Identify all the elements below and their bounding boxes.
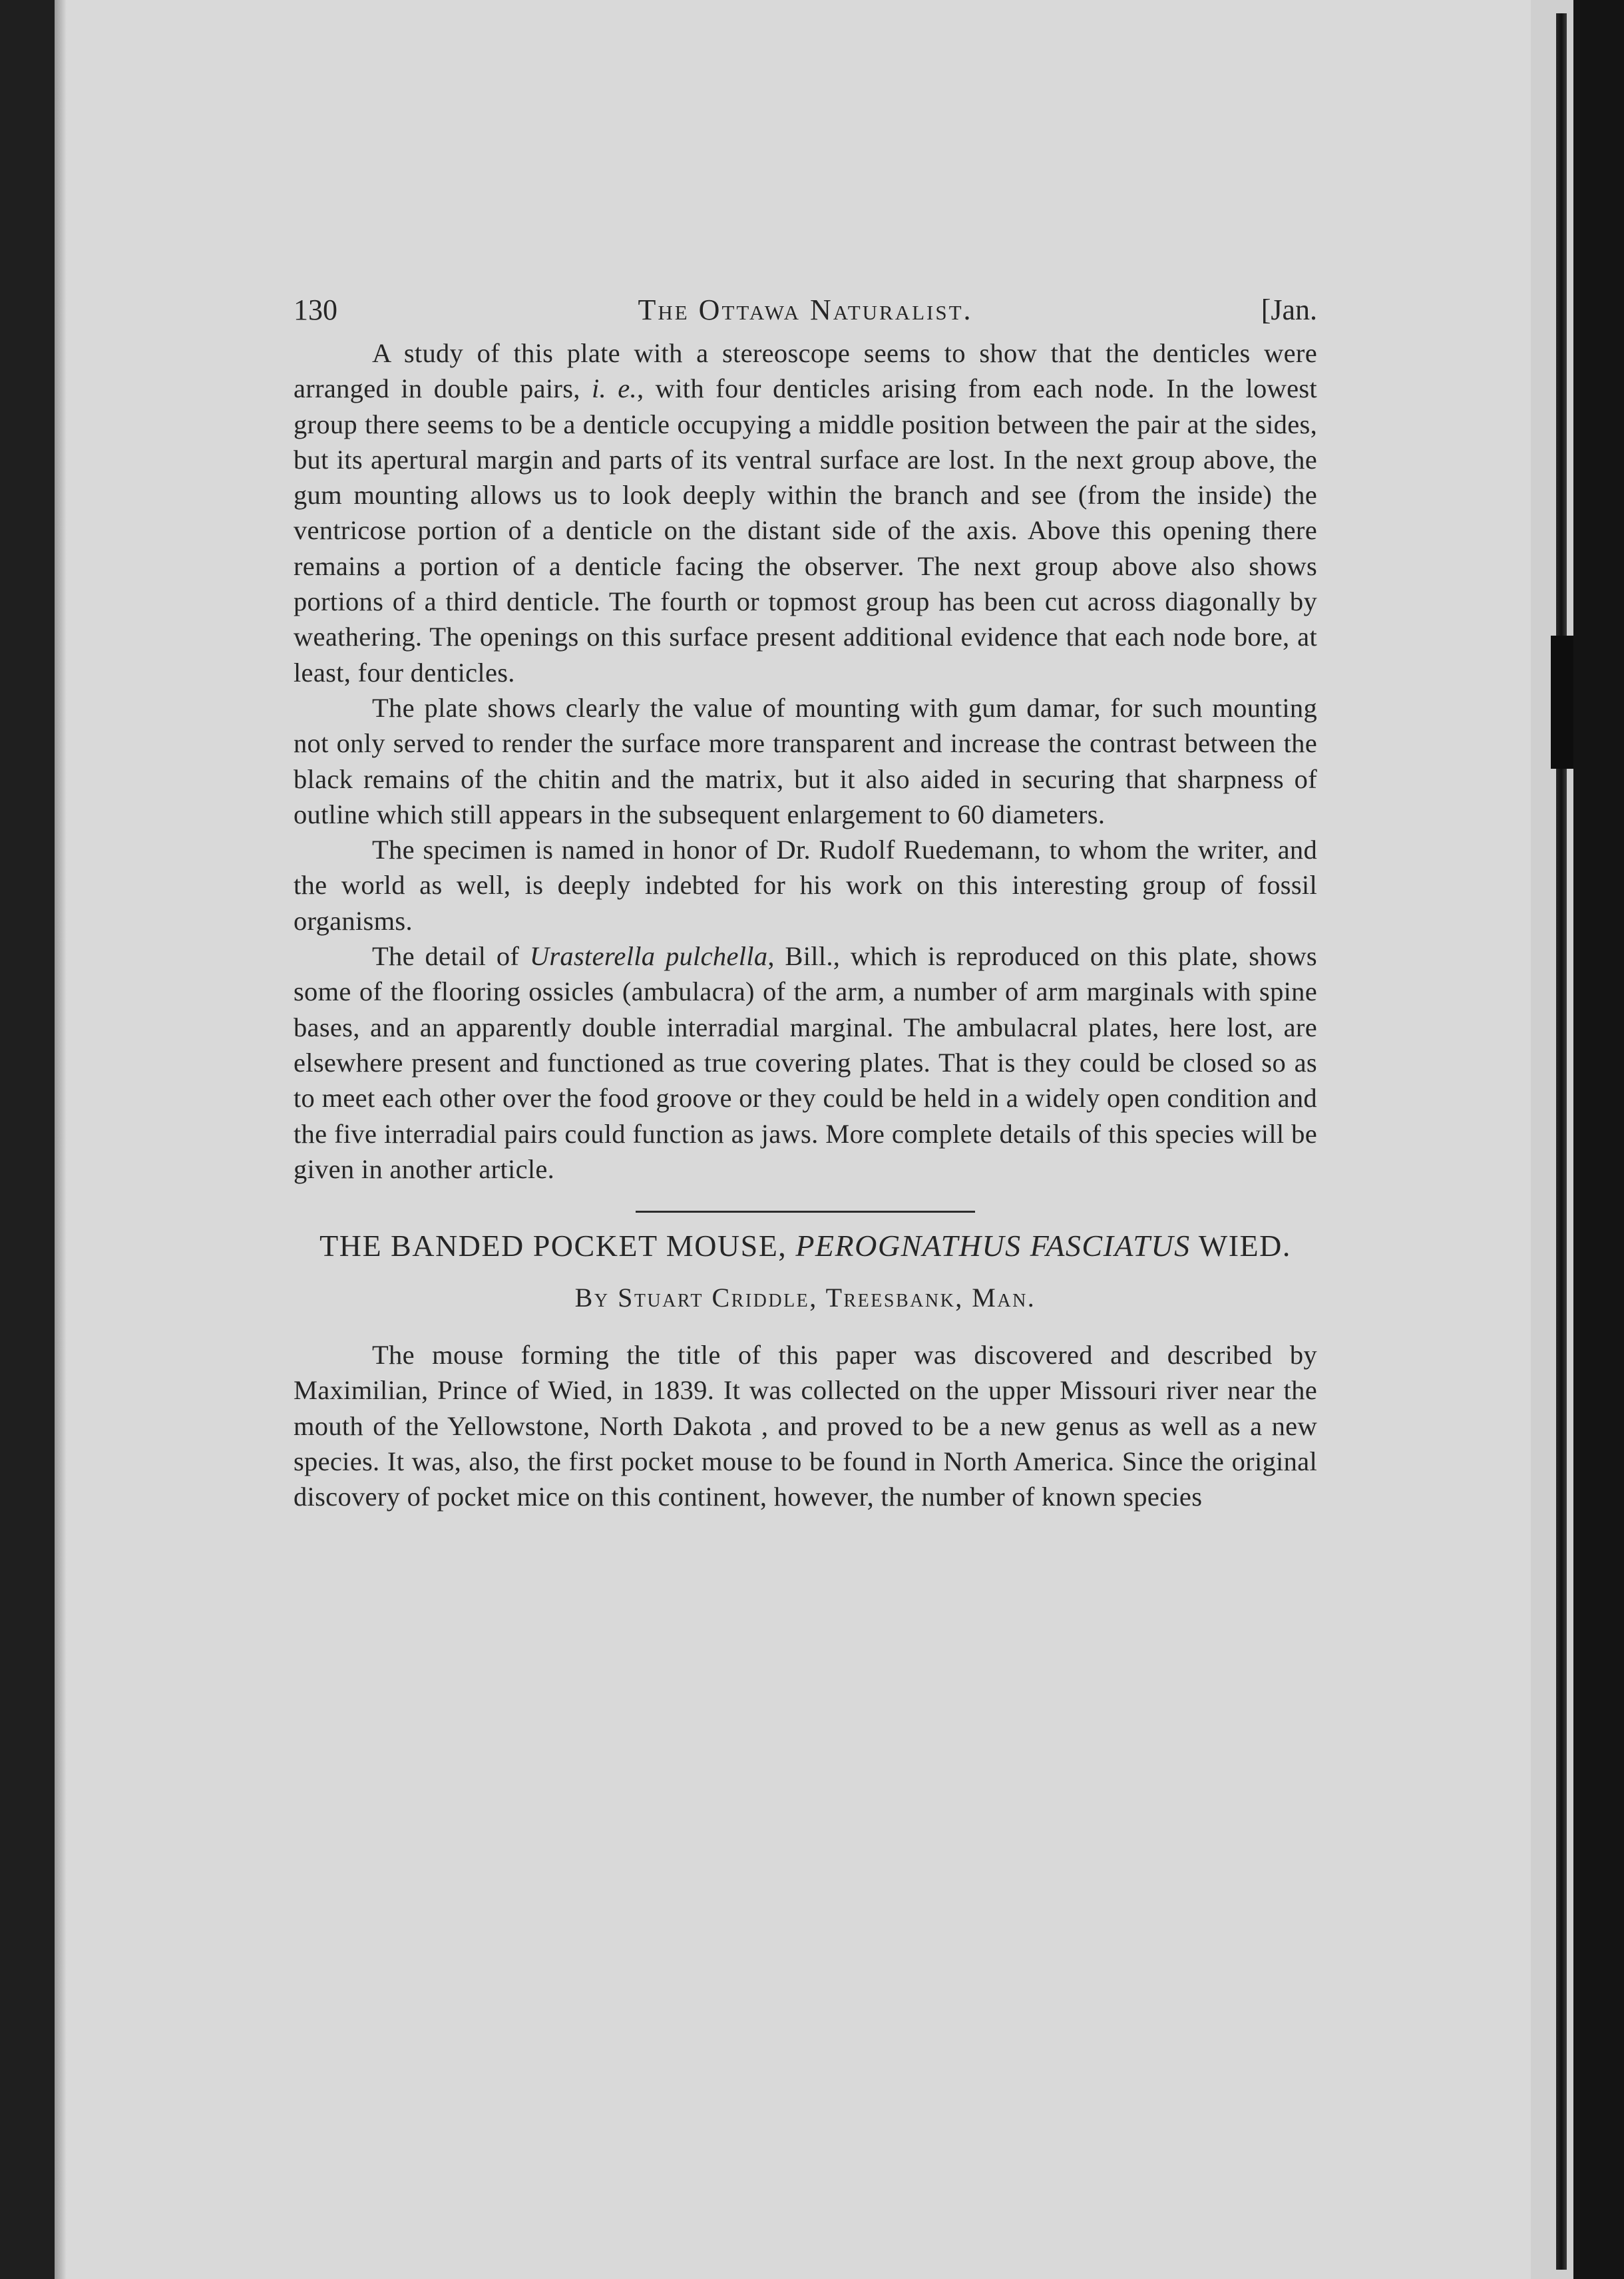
article-title-end: WIED. xyxy=(1190,1229,1291,1263)
binding-clip xyxy=(1551,636,1573,769)
paragraph-stereoscope xyxy=(294,335,1317,690)
paragraph-text: A study of this plate with a stereoscope seems to show that the denticles were arranged in double pairs, xyxy=(294,338,1317,404)
binding-edge xyxy=(1556,13,1567,2270)
page-edge-shadow xyxy=(55,0,67,2279)
species-name: Urasterella pulchella xyxy=(529,941,768,972)
article-title xyxy=(294,1227,1317,1265)
page-content xyxy=(294,293,1317,1515)
paragraph-text: The mouse forming the title of this paper was discovered and described by Maximilian, Prince of Wied, in 1839. It was collected on the upper Missouri river near the mouth of the Yellowstone, North Dakota , and proved to be a new genus as well as a new species. It was, also, the first pocket mouse to be found in North America. Since the original discovery of pocket mice on this continent, however, the number of known species xyxy=(294,1340,1317,1512)
paragraph-mounting xyxy=(294,690,1317,832)
paragraph-pocket-mouse-intro xyxy=(294,1337,1317,1514)
article-title-species: PEROGNATHUS FASCIATUS xyxy=(795,1229,1191,1263)
journal-title: The Ottawa Naturalist. xyxy=(638,294,973,326)
paragraph-urasterella xyxy=(294,938,1317,1187)
paragraph-text: The plate shows clearly the value of mounting with gum damar, for such mounting not only served to render the surface more transparent and increase the contrast between the black remains of the chitin and the matrix, but it also aided in securing that sharpness of outline which still appears in the subsequent enlargement to 60 diameters. xyxy=(294,692,1317,829)
paragraph-dedication xyxy=(294,832,1317,938)
article-byline: By Stuart Criddle, Treesbank, Man. xyxy=(574,1283,1036,1313)
page-number: 130 xyxy=(294,294,337,326)
scan-background xyxy=(1573,0,1624,2279)
paragraph-text: , Bill., which is reproduced on this plate, shows some of the flooring ossicles (ambulacra) of the arm, a number of arm marginals with spine bases, and an apparently double interradial marginal. The ambulacral plates, here lost, are elsewhere present and functioned as true covering plates. That is they could be closed so as to meet each other over the food groove or they could be held in a widely open condition and the five interradial pairs could function as jaws. More complete details of this species will be given in another article. xyxy=(294,941,1317,1184)
paragraph-text: The detail of xyxy=(372,941,530,972)
paragraph-text: The specimen is named in honor of Dr. Rudolf Ruedemann, to whom the writer, and the world as well, is deeply indebted for his work on this interesting group of fossil organisms. xyxy=(294,835,1317,936)
article-title-plain: THE BANDED POCKET MOUSE, xyxy=(319,1229,796,1263)
section-divider xyxy=(636,1211,975,1213)
italic-term: i. e. xyxy=(591,373,637,404)
paragraph-text: , with four denticles arising from each node. In the lowest group there seems to be a denticle occupying a middle position between the pair at the sides, but its apertural margin and parts of its ventral surface are lost. In the next group above, the gum mounting allows us to look deeply within the branch and see (from the inside) the ventricose portion of a denticle on the distant side of the axis. Above this opening there remains a portion of a denticle facing the observer. The next group above also shows portions of a third denticle. The fourth or topmost group has been cut across diagonally by weathering. The openings on this surface present additional evidence that each node bore, at least, four denticles. xyxy=(294,373,1317,688)
binding-gap xyxy=(1531,0,1573,2279)
running-head xyxy=(294,293,1317,335)
issue-month: [Jan. xyxy=(1261,294,1317,326)
